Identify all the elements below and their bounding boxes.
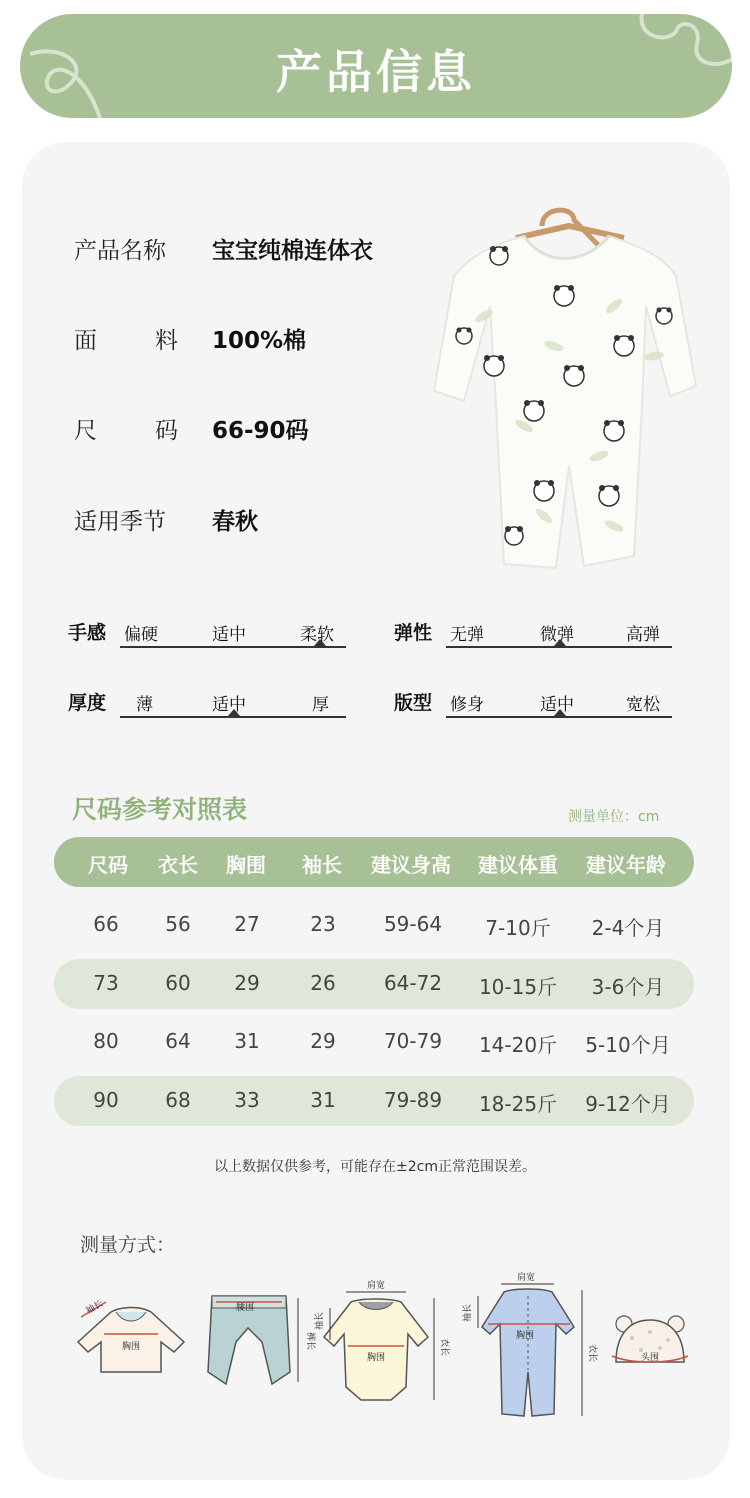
table-row: [54, 1076, 694, 1126]
page-title: 产品信息: [276, 45, 476, 99]
attribute-option: 厚: [312, 695, 329, 715]
attribute-label: 弹性: [394, 622, 433, 644]
table-cell: 29: [310, 1029, 336, 1053]
table-cell: 80: [93, 1029, 119, 1053]
table-cell: 31: [234, 1029, 260, 1053]
romper-diagram-icon: [461, 1272, 599, 1416]
table-header-cell: 建议身高: [371, 853, 451, 877]
table-cell: 27: [234, 912, 260, 936]
size-table-header: [54, 837, 694, 887]
table-cell: 5-10个月: [585, 1033, 671, 1057]
table-row: [54, 959, 694, 1009]
chest-label: 胸围: [122, 1342, 141, 1352]
table-cell: 56: [165, 912, 191, 936]
table-cell: 68: [165, 1088, 191, 1112]
measure-title: 测量方式：: [80, 1234, 176, 1256]
attribute-option: 微弹: [540, 625, 574, 645]
table-cell: 3-6个月: [591, 975, 665, 999]
table-cell: 18-25斤: [478, 1092, 558, 1116]
attribute-option: 宽松: [626, 695, 660, 715]
table-cell: 26: [310, 971, 336, 995]
table-header-cell: 衣长: [158, 853, 198, 877]
attribute-option: 柔软: [300, 625, 334, 645]
table-cell: 23: [310, 912, 336, 936]
attribute-scale: [120, 688, 346, 718]
table-cell: 73: [93, 971, 119, 995]
header-banner: [20, 14, 732, 118]
table-header-cell: 尺码: [88, 853, 128, 877]
top-diagram-icon: [78, 1297, 184, 1372]
attribute-option: 偏硬: [124, 625, 158, 645]
measurement-diagrams: [76, 1272, 696, 1422]
shoulder-label: 肩宽: [517, 1273, 536, 1283]
info-label-char: 料: [155, 328, 178, 354]
head-label: 头围: [641, 1353, 660, 1363]
table-cell: 70-79: [383, 1029, 443, 1053]
shoulder-label: 肩宽: [367, 1281, 386, 1291]
info-label-char: 面: [74, 328, 97, 354]
attribute-option: 薄: [136, 695, 153, 715]
info-label-char: 尺: [74, 418, 97, 444]
size-footnote: 以上数据仅供参考，可能存在±2cm正常范围误差。: [214, 1159, 536, 1175]
table-cell: 79-89: [383, 1088, 443, 1112]
table-cell: 64: [165, 1029, 191, 1053]
chest-label: 胸围: [367, 1353, 386, 1363]
attribute-selected-marker: [228, 709, 240, 716]
hat-diagram-icon: [612, 1316, 688, 1363]
info-value: 春秋: [212, 509, 258, 535]
sleeve-label: 袖长: [315, 1311, 325, 1330]
sleeve-label: 袖长: [463, 1303, 473, 1322]
chest-label: 胸围: [516, 1331, 535, 1341]
attribute-option: 高弹: [626, 625, 660, 645]
table-header-cell: 袖长: [302, 853, 342, 877]
length-label: 衣长: [439, 1338, 449, 1357]
table-row: [54, 1017, 694, 1067]
attribute-scale: [446, 618, 672, 648]
table-cell: 60: [165, 971, 191, 995]
table-cell: 90: [93, 1088, 119, 1112]
attribute-scale: [446, 688, 672, 718]
table-cell: 66: [93, 912, 119, 936]
attribute-selected-marker: [314, 639, 326, 646]
info-label: 适用季节: [74, 509, 166, 535]
table-cell: 9-12个月: [585, 1092, 671, 1116]
table-header-cell: 胸围: [226, 853, 266, 877]
pants-diagram-icon: [208, 1296, 317, 1384]
table-cell: 10-15斤: [478, 975, 558, 999]
table-cell: 31: [310, 1088, 336, 1112]
attribute-label: 版型: [394, 692, 433, 714]
attribute-option: 无弹: [450, 625, 484, 645]
attribute-option: 适中: [540, 695, 574, 715]
sleeve-label: 袖长: [84, 1298, 106, 1317]
size-chart-title: 尺码参考对照表: [72, 795, 248, 824]
table-header-cell: 建议年龄: [586, 853, 666, 877]
unit-note: 测量单位：cm: [568, 809, 660, 825]
pants-length-label: 裤长: [305, 1332, 315, 1351]
table-cell: 33: [234, 1088, 260, 1112]
table-cell: 7-10斤: [485, 916, 551, 940]
table-row: [54, 900, 694, 950]
info-value: 66-90码: [212, 418, 309, 444]
attribute-selected-marker: [554, 639, 566, 646]
attribute-label: 厚度: [68, 692, 107, 714]
attribute-scale: [120, 618, 346, 648]
attribute-option: 修身: [450, 695, 484, 715]
info-label: [74, 322, 178, 355]
attribute-selected-marker: [554, 709, 566, 716]
bodysuit-diagram-icon: [313, 1279, 451, 1400]
info-label-char: 码: [155, 418, 178, 444]
table-cell: 2-4个月: [591, 916, 665, 940]
table-header-cell: 建议体重: [478, 853, 558, 877]
table-cell: 29: [234, 971, 260, 995]
table-cell: 64-72: [383, 971, 443, 995]
length-label: 衣长: [587, 1344, 597, 1363]
table-cell: 59-64: [383, 912, 443, 936]
waist-label: 腰围: [236, 1303, 255, 1313]
table-cell: 14-20斤: [478, 1033, 558, 1057]
info-value: 100%棉: [212, 328, 307, 354]
product-romper-image: [424, 196, 704, 574]
info-label: 产品名称: [74, 238, 166, 264]
attribute-label: 手感: [68, 622, 107, 644]
info-label: [74, 412, 178, 445]
attribute-option: 适中: [212, 695, 246, 715]
info-value: 宝宝纯棉连体衣: [212, 238, 373, 264]
attribute-option: 适中: [212, 625, 246, 645]
